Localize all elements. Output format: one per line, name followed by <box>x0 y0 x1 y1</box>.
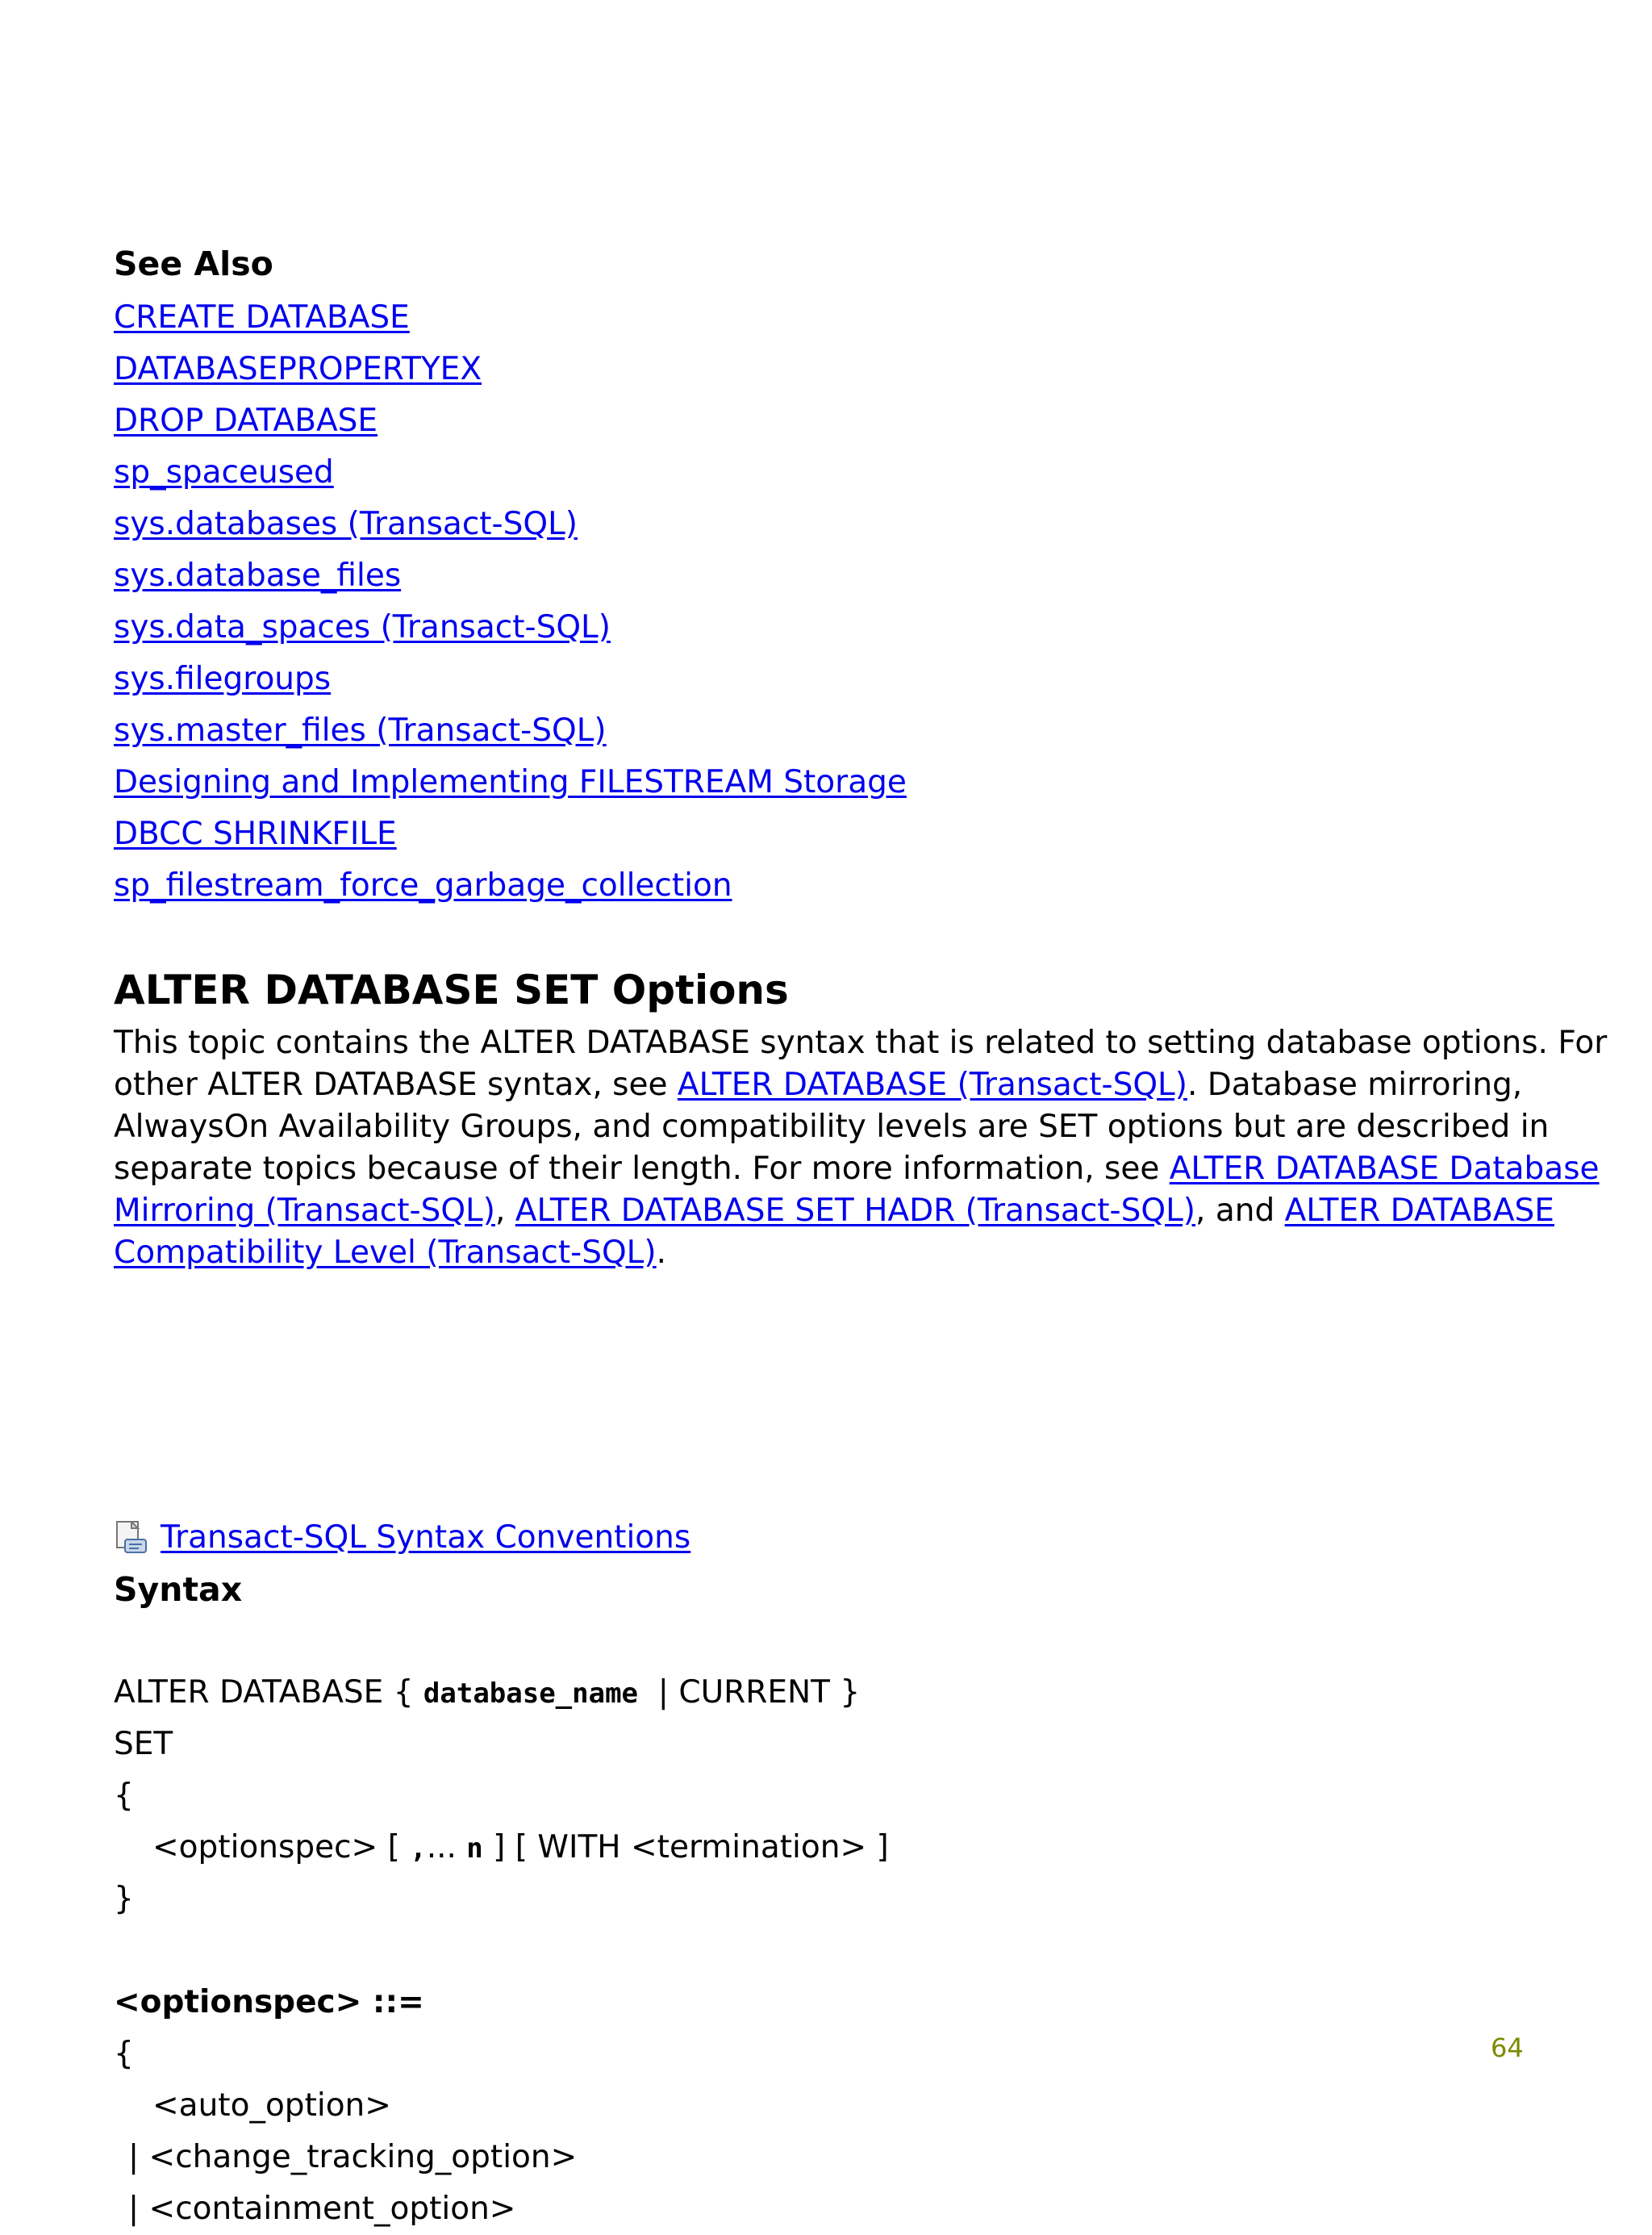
intro-line <box>114 1064 1533 1106</box>
syntax-line: | <change_tracking_option> <box>128 2139 578 2175</box>
intro-line <box>114 1190 1554 1232</box>
intro-line <box>114 1232 1533 1274</box>
intro-text: separate topics because of their length. For more information, see <box>114 1151 1170 1187</box>
syntax-text: | CURRENT } <box>638 1674 861 1711</box>
syntax-heading: Syntax <box>114 1570 243 1609</box>
link-sys-data-spaces[interactable]: sys.data_spaces (Transact-SQL) <box>114 609 611 645</box>
section-title: ALTER DATABASE SET Options <box>114 967 789 1013</box>
intro-text: AlwaysOn Availability Groups, and compatibility levels are SET options but are described in <box>114 1109 1550 1145</box>
link-compat-level-part2[interactable]: Compatibility Level (Transact-SQL) <box>114 1234 657 1271</box>
link-db-mirroring-part1[interactable]: ALTER DATABASE Database <box>1169 1151 1600 1187</box>
intro-text: This topic contains the ALTER DATABASE syntax that is related to setting database options. For <box>114 1025 1608 1061</box>
syntax-spacer <box>114 1925 1533 1977</box>
syntax-arg: n <box>466 1832 483 1865</box>
syntax-arg: database_name <box>423 1677 639 1710</box>
intro-text: , <box>495 1193 515 1229</box>
link-alter-database[interactable]: ALTER DATABASE (Transact-SQL) <box>677 1067 1187 1103</box>
syntax-arg: , <box>410 1832 427 1865</box>
syntax-conventions-icon <box>114 1520 149 1556</box>
syntax-text: ... <box>426 1829 467 1865</box>
link-sp-spaceused[interactable]: sp_spaceused <box>114 454 334 491</box>
link-create-database[interactable]: CREATE DATABASE <box>114 299 410 336</box>
intro-text: , and <box>1195 1193 1285 1229</box>
link-db-mirroring-part2[interactable]: Mirroring (Transact-SQL) <box>114 1193 495 1229</box>
syntax-line <box>114 1822 1533 1874</box>
syntax-line: } <box>114 1881 134 1917</box>
link-sp-filestream-gc[interactable]: sp_filestream_force_garbage_collection <box>114 867 732 904</box>
link-sys-master-files[interactable]: sys.master_files (Transact-SQL) <box>114 712 607 749</box>
intro-text: . <box>656 1234 667 1271</box>
link-compat-level-part1[interactable]: ALTER DATABASE <box>1284 1193 1554 1229</box>
syntax-line: { <box>114 2036 134 2072</box>
link-sys-database-files[interactable]: sys.database_files <box>114 558 402 594</box>
syntax-line <box>114 1667 1533 1719</box>
syntax-line: <auto_option> <box>152 2087 391 2124</box>
intro-text: . Database mirroring, <box>1187 1067 1523 1103</box>
intro-line <box>114 1022 1608 1064</box>
link-filestream-storage[interactable]: Designing and Implementing FILESTREAM Storage <box>114 764 907 800</box>
see-also-links <box>114 292 1533 912</box>
intro-text: other ALTER DATABASE syntax, see <box>114 1067 678 1103</box>
syntax-text: ] [ WITH <termination> ] <box>482 1829 889 1865</box>
see-also-heading: See Also <box>114 244 273 283</box>
link-set-hadr[interactable]: ALTER DATABASE SET HADR (Transact-SQL) <box>515 1193 1196 1229</box>
syntax-text: <optionspec> [ <box>152 1829 411 1865</box>
intro-line <box>114 1148 1600 1190</box>
syntax-line: SET <box>114 1726 173 1762</box>
conventions-row <box>114 1512 690 1564</box>
intro-line <box>114 1106 1550 1148</box>
link-sys-filegroups[interactable]: sys.filegroups <box>114 661 332 697</box>
link-sys-databases[interactable]: sys.databases (Transact-SQL) <box>114 506 578 542</box>
syntax-line: <optionspec> ::= <box>114 1984 424 2020</box>
link-syntax-conventions[interactable]: Transact-SQL Syntax Conventions <box>161 1519 691 1556</box>
intro-paragraph <box>114 1022 1608 1274</box>
syntax-block <box>114 1667 1533 2235</box>
page-number: 64 <box>1491 2032 1524 2063</box>
link-databasepropertyex[interactable]: DATABASEPROPERTYEX <box>114 351 482 387</box>
link-drop-database[interactable]: DROP DATABASE <box>114 403 378 439</box>
syntax-line: { <box>114 1778 134 1814</box>
syntax-text: ALTER DATABASE { <box>114 1674 423 1711</box>
syntax-line: | <containment_option> <box>128 2191 516 2227</box>
link-dbcc-shrinkfile[interactable]: DBCC SHRINKFILE <box>114 816 397 852</box>
